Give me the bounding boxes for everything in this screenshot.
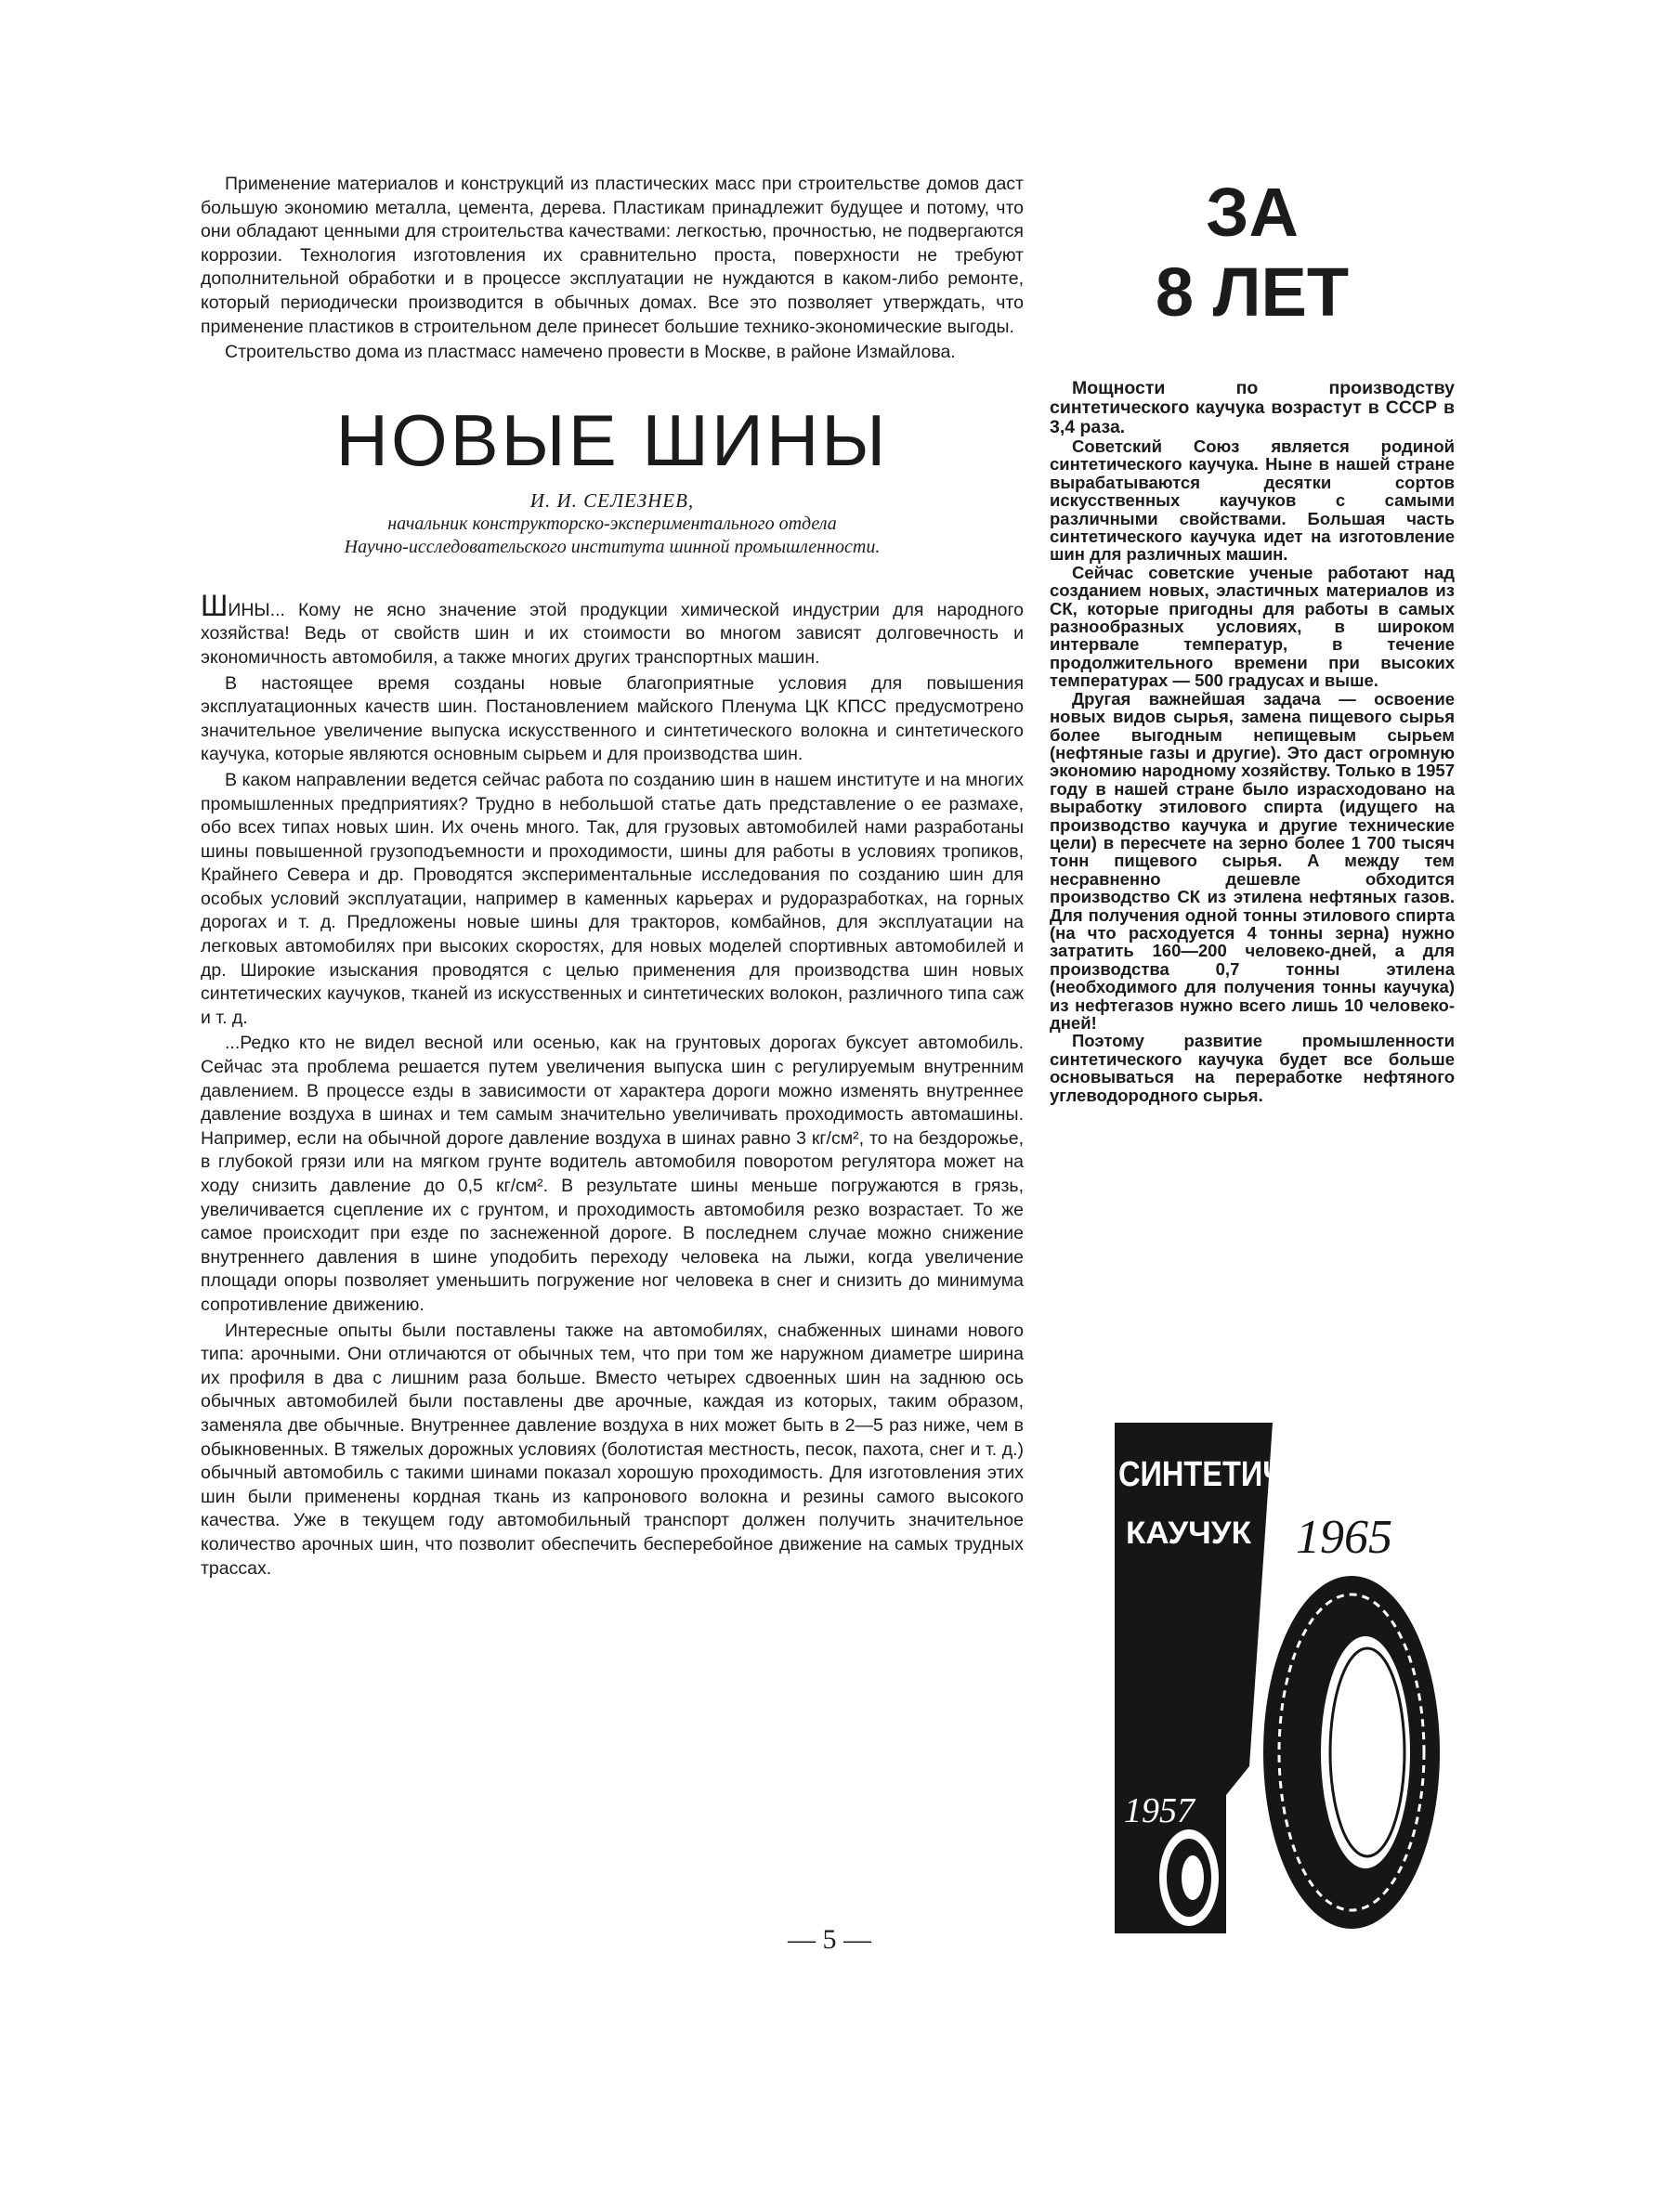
poster-line-2: КАУЧУК: [1126, 1516, 1252, 1551]
large-tire-icon: [1263, 1576, 1440, 1929]
sidebar-paragraph-1: Советский Союз является родиной синтетического каучука. Ныне в нашей стране вырабатываются десятки сортов искусственных каучуков с самыми различными свойствами. Большая часть синтетического каучука идет на изготовление шин для различных машин.: [1050, 436, 1455, 565]
poster-line-1: СИНТЕТИЧЕСКИЙ: [1118, 1455, 1433, 1494]
body-paragraph-4: Интересные опыты были поставлены также на автомобилях, снабженных шинами нового типа: арочными. Они отличаются от обычных тем, что при том же наружном диаметре ширина их профиля в два с лишним раза больше. Вместо четырех сдвоенных шин на заднюю ось обычных автомобилей были поставлены две арочные, каждая из которых, таким образом, заменяла две обычные. Внутреннее давление воздуха в них может быть в 2—5 раз ниже, чем в обыкновенных. В тяжелых дорожных условиях (болотистая местность, песок, пахота, снег и т. д.) обычный автомобиль с такими шинами показал хорошую проходимость. Для изготовления этих шин были применены кордная ткань из капронового волокна и резины самого высокого качества. Уже в текущем году автомобильный транспорт должен получить значительное количество арочных шин, что позволит обеспечить бесперебойное движение на самых трудных трассах.: [201, 1320, 1024, 1579]
author-role-2: Научно-исследовательского института шинной промышленности.: [344, 536, 881, 557]
body-paragraph-1: В настоящее время созданы новые благоприятные условия для повышения эксплуатационных качеств шин. Постановлением майского Пленума ЦК КПСС предусмотрено значительное увеличение выпуска искусственного и синтетического волокна и синтетического каучука, которые являются основным сырьем и для производства шин.: [201, 672, 1024, 765]
poster-year-new: 1965: [1296, 1511, 1392, 1564]
sidebar-paragraph-4: Поэтому развитие промышленности синтетического каучука будет все больше основываться на переработке нефтяного углеводородного сырья.: [1050, 1031, 1455, 1105]
poster-year-old: 1957: [1124, 1791, 1195, 1830]
right-column: [1050, 173, 1455, 1104]
article-title: НОВЫЕ ШИНЫ: [335, 398, 889, 481]
article-author: И. И. СЕЛЕЗНЕВ,: [529, 488, 695, 512]
intro-paragraph-1: Применение материалов и конструкций из пластических масс при строительстве домов даст большую экономию металла, цемента, дерева. Пластикам принадлежит будущее и потому, что они обладают ценными для строительства качествами: легкостью, прочностью, не подвергаются коррозии. Технология изготовления их сравнительно проста, поверхности не требуют дополнительной обработки и в процессе эксплуатации не нуждаются в каком-либо ремонте, который периодически производится в обычных домах. Все это позволяет утверждать, что применение пластиков в строительном деле принесет большие технико-экономические выгоды.: [201, 174, 1024, 337]
lead-text: ИНЫ... Кому не ясно значение этой продукции химической индустрии для народного хозяйства! Ведь от свойств шин и их стоимости во многом зависят долговечность и экономичность автомобиля, а также многих других транспортных машин.: [201, 599, 1024, 668]
sidebar-heading-line-2: 8 ЛЕТ: [1155, 254, 1350, 331]
lead-paragraph: [201, 588, 1024, 670]
synthetic-rubber-poster: [1115, 1413, 1449, 1933]
left-column: [201, 173, 1024, 1582]
page-number: — 5 —: [788, 1924, 871, 1955]
author-role-1: начальник конструкторско-экспериментального отдела: [387, 513, 837, 534]
sidebar-paragraph-3: Другая важнейшая задача — освоение новых видов сырья, замена пищевого сырья более выгодным непищевым сырьем (нефтяные газы и другие). Это даст огромную экономию народному хозяйству. Только в 1957 году в нашей стране было израсходовано на выработку этилового спирта (идущего на производство каучука и другие технические цели) в пересчете на зерно более 1 700 тысяч тонн пищевого сырья. А между тем несравненно дешевле обходится производство СК из этилена нефтяных газов. Для получения одной тонны этилового спирта (на что расходуется 4 тонны зерна) нужно затратить 160—200 человеко-дней, а для производства 0,7 тонны этилена (необходимого для получения тонны каучука) из нефтегазов нужно всего лишь 10 человеко-дней!: [1050, 688, 1455, 1033]
sidebar-lead: Мощности по производству синтетического каучука возрастут в СССР в 3,4 раза.: [1050, 378, 1455, 437]
sidebar-paragraph-2: Сейчас советские ученые работают над созданием новых, эластичных материалов из СК, которые пригодны для работы в самых разнообразных условиях, в широком интервале температур, в течение продолжительного времени при высоких температурах — 500 градусах и выше.: [1050, 562, 1455, 691]
body-paragraph-3: ...Редко кто не видел весной или осенью, как на грунтовых дорогах буксует автомобиль. Сейчас эта проблема решается путем увеличения выпуска шин с регулируемым внутренним давлением. В процессе езды в зависимости от характера дороги можно изменять внутреннее давление воздуха в шинах и тем самым значительно увеличивать проходимость автомашины. Например, если на обычной дороге давление воздуха в шинах равно 3 кг/см², то на бездорожье, в глубокой грязи или на мягком грунте водитель автомобиля поворотом регулятора может на ходу снизить давление до 0,5 кг/см². В результате шины меньше погружаются в грязь, увеличивается сцепление их с грунтом, и проходимость автомобиля резко возрастает. То же самое происходит при езде по заснеженной дороге. В последнем случае можно снижение внутреннего давления в шине уподобить переходу человека на лыжи, когда увеличение площади опоры позволяет уменьшить погружение ног человека в снег и снизить до минимума сопротивление движению.: [201, 1033, 1024, 1315]
small-tire-icon: [1159, 1829, 1219, 1926]
intro-paragraph-2: Строительство дома из пластмасс намечено провести в Москве, в районе Измайлова.: [225, 342, 956, 363]
sidebar-heading-line-1: ЗА: [1206, 174, 1299, 251]
body-paragraph-2: В каком направлении ведется сейчас работа по созданию шин в нашем институте и на многих промышленных предприятиях? Трудно в небольшой статье дать представление о ее размахе, обо всех типах новых шин. Их очень много. Так, для грузовых автомобилей нами разработаны шины повышенной грузоподъемности и проходимости, шины для работы в условиях тропиков, Крайнего Севера и др. Проводятся экспериментальные исследования по созданию шин для особых условий эксплуатации, например в каменных карьерах и рудоразработках, на горных дорогах и т. д. Предложены новые шины для тракторов, комбайнов, для эксплуатации на легковых автомобилях при высоких скоростях, для новых моделей спортивных автомобилей и др. Широкие изыскания проводятся с целью применения для производства шин новых синтетических каучуков, тканей из искусственных и синтетических волокон, различного типа саж и т. д.: [201, 769, 1024, 1028]
drop-cap: Ш: [201, 588, 229, 622]
